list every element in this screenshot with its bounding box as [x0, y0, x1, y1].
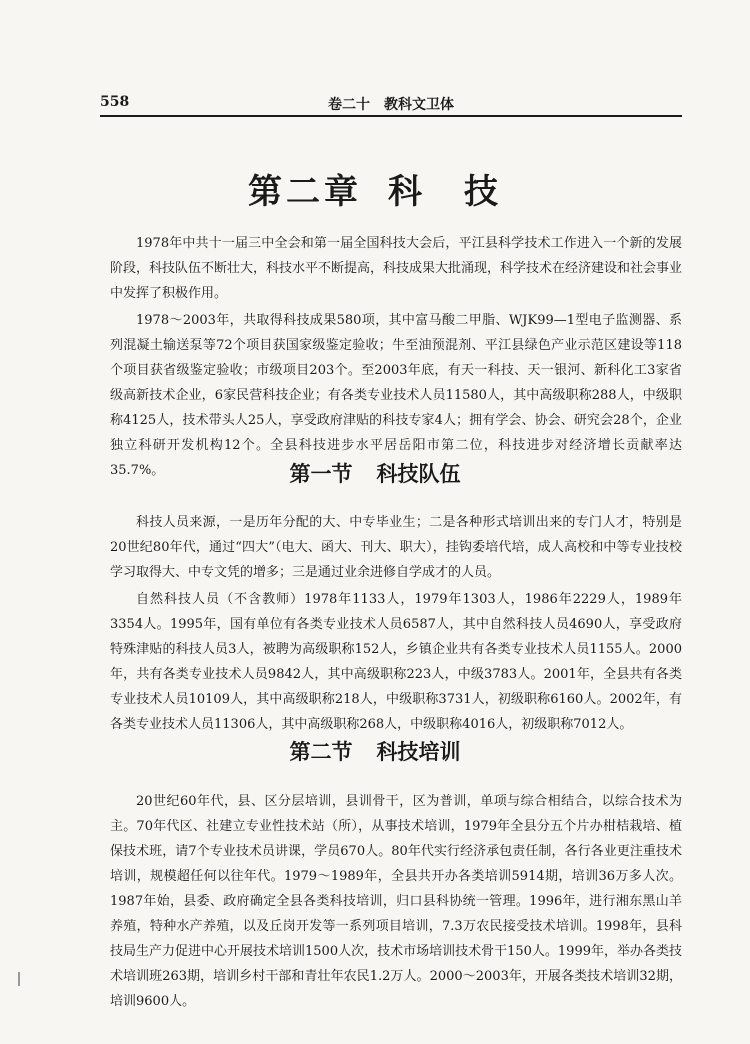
page-header: [100, 92, 682, 118]
chapter-title: 科 技: [388, 172, 502, 212]
section-1-number: 第一节: [289, 462, 353, 486]
section-2-number: 第二节: [289, 740, 353, 764]
margin-mark: [18, 972, 20, 986]
intro-paragraph-2: 1978～2003年，共取得科技成果580项，其中富马酸二甲脂、WJK99—1型电子监测器、系列混凝土输送泵等72个项目获国家级鉴定验收；牛至油预混剂、平江县绿色产业示范区建设等118个项目获省级鉴定验收；市级项目203个。至2003年底，有天一科技、天一银河、新科化工3家省级高新技术企业，6家民营科技企业；有各类专业技术人员11580人，其中高级职称288人，中级职称4125人，技术带头人25人，享受政府津贴的科技专家4人；拥有学会、协会、研究会28个，企业独立科研开发机构12个。全县科技进步水平居岳阳市第二位，科技进步对经济增长贡献率达35.7%。: [110, 313, 682, 478]
section-2-title: 科技培训: [376, 740, 461, 764]
section-1-paragraph-2: 自然科技人员（不含教师）1978年1133人，1979年1303人，1986年2229人，1989年3354人。1995年，国有单位有各类专业技术人员6587人，其中自然科技人员4690人，享受政府特殊津贴的科技人员3人，被聘为高级职称152人，乡镇企业共有各类专业技术人员1155人。2000年，共有各类专业技术人员9842人，其中高级职称223人，中级3783人。2001年，全县共有各类专业技术人员10109人，其中高级职称218人，中级职称3731人，初级职称6160人。2002年，有各类专业技术人员11306人，其中高级职称268人，中级职称4016人，初级职称7012人。: [110, 592, 682, 732]
page-number: 558: [100, 94, 130, 110]
header-rule: [100, 115, 682, 117]
section-1-heading: [0, 458, 750, 488]
chapter-heading: [0, 164, 750, 213]
section-1-paragraph-1: 科技人员来源，一是历年分配的大、中专毕业生；二是各种形式培训出来的专门人才，特别是20世纪80年代，通过“四大”（电大、函大、刊大、职大），挂钩委培代培，成人高校和中等专业技校学习取得大、中专文凭的增多；三是通过业余进修自学成才的人员。: [110, 515, 682, 580]
section-1-title: 科技队伍: [376, 462, 461, 486]
section-2-heading: [0, 736, 750, 766]
intro-paragraph-1: 1978年中共十一届三中全会和第一届全国科技大会后，平江县科学技术工作进入一个新的发展阶段，科技队伍不断壮大，科技水平不断提高，科技成果大批涌现，科学技术在经济建设和社会事业中发挥了积极作用。: [110, 236, 683, 301]
chapter-number: 第二章: [248, 172, 362, 212]
running-head: 卷二十 教科文卫体: [328, 97, 454, 113]
section-2-paragraph-1: 20世纪60年代，县、区分层培训，县训骨干，区为普训，单项与综合相结合，以综合技术为主。70年代区、社建立专业性技术站（所），从事技术培训，1979年全县分五个片办柑桔栽培、植保技术班，请7个专业技术员讲课，学员670人。80年代实行经济承包责任制，各行各业更注重技术培训，规模超任何以往年代。1979～1989年，全县共开办各类培训5914期，培训36万多人次。1987年始，县委、政府确定全县各类科技培训，归口县科协统一管理。1996年，进行湘东黑山羊养殖，特种水产养殖，以及丘岗开发等一系列项目培训，7.3万农民接受技术培训。1998年，县科技局生产力促进中心开展技术培训1500人次，技术市场培训技术骨干150人。1999年，举办各类技术培训班263期，培训乡村干部和青壮年农民1.2万人。2000～2003年，开展各类技术培训32期，培训9600人。: [110, 794, 682, 1009]
